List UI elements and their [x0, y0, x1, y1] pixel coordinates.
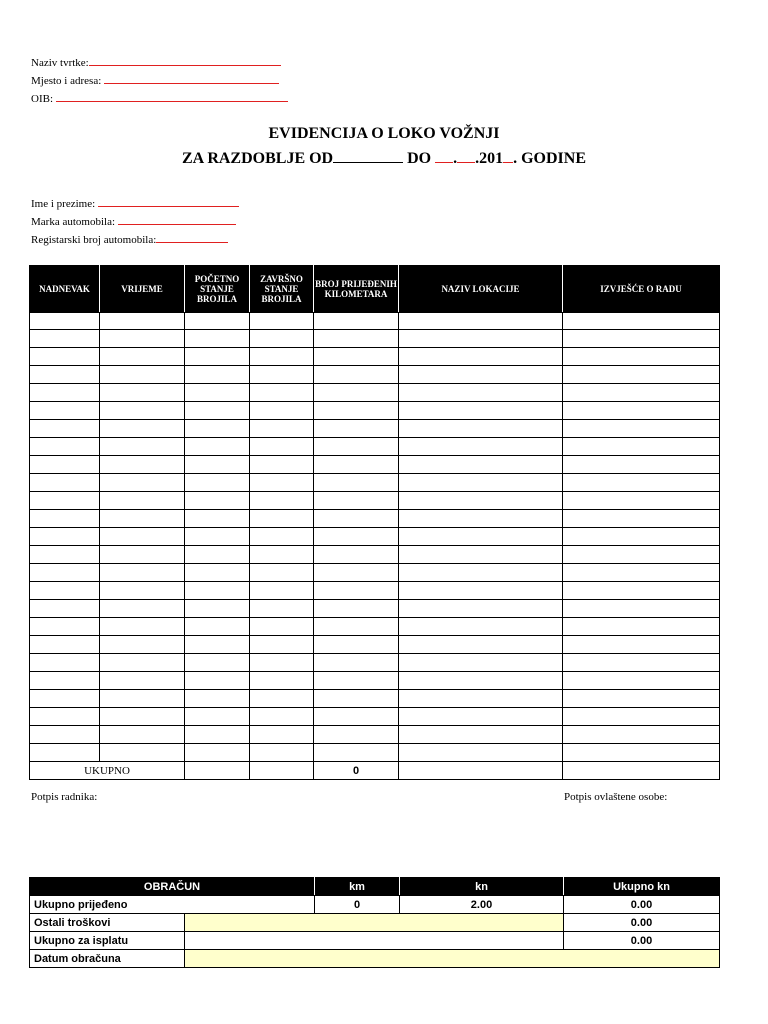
table-cell[interactable]	[250, 546, 314, 564]
table-cell[interactable]	[100, 600, 185, 618]
table-cell[interactable]	[399, 384, 563, 402]
table-cell[interactable]	[100, 654, 185, 672]
col-header-time: VRIJEME	[100, 266, 185, 313]
calc-payout-total: 0.00	[564, 932, 720, 950]
table-cell[interactable]	[250, 600, 314, 618]
table-cell[interactable]	[30, 690, 100, 708]
table-cell[interactable]	[314, 313, 399, 330]
car-reg-label: Registarski broj automobila:	[31, 234, 157, 246]
table-cell[interactable]	[250, 744, 314, 762]
table-cell[interactable]	[399, 708, 563, 726]
table-cell[interactable]	[185, 420, 250, 438]
table-cell[interactable]	[30, 438, 100, 456]
table-cell[interactable]	[314, 726, 399, 744]
table-cell[interactable]	[399, 690, 563, 708]
calc-row-other-costs	[30, 914, 720, 932]
table-cell[interactable]	[30, 456, 100, 474]
table-cell[interactable]	[30, 726, 100, 744]
table-cell[interactable]	[314, 438, 399, 456]
table-cell[interactable]	[250, 330, 314, 348]
table-row	[30, 313, 720, 330]
table-cell[interactable]	[100, 582, 185, 600]
col-header-date: NADNEVAK	[30, 266, 100, 313]
table-row	[30, 564, 720, 582]
table-cell[interactable]	[563, 636, 720, 654]
table-cell[interactable]	[563, 366, 720, 384]
table-cell[interactable]	[30, 384, 100, 402]
table-row	[30, 546, 720, 564]
total-start-cell	[185, 762, 250, 780]
worker-signature-label: Potpis radnika:	[31, 791, 98, 803]
period-year-field[interactable]	[503, 149, 513, 163]
table-cell[interactable]	[100, 474, 185, 492]
table-cell[interactable]	[250, 672, 314, 690]
table-cell[interactable]	[563, 564, 720, 582]
table-cell[interactable]	[185, 366, 250, 384]
table-row	[30, 384, 720, 402]
company-name-label: Naziv tvrtke:	[31, 57, 89, 69]
table-cell[interactable]	[30, 366, 100, 384]
other-costs-input[interactable]	[185, 914, 564, 932]
table-cell[interactable]	[563, 690, 720, 708]
calc-label-other-costs: Ostali troškovi	[30, 914, 185, 932]
driver-name-label: Ime i prezime:	[31, 198, 96, 210]
total-location-cell	[399, 762, 563, 780]
table-cell[interactable]	[563, 313, 720, 330]
table-cell[interactable]	[563, 438, 720, 456]
table-row	[30, 528, 720, 546]
table-cell[interactable]	[314, 582, 399, 600]
table-cell[interactable]	[30, 313, 100, 330]
table-cell[interactable]	[250, 438, 314, 456]
table-cell[interactable]	[30, 564, 100, 582]
table-cell[interactable]	[250, 618, 314, 636]
table-cell[interactable]	[314, 366, 399, 384]
table-cell[interactable]	[314, 744, 399, 762]
table-cell[interactable]	[563, 348, 720, 366]
table-cell[interactable]	[185, 744, 250, 762]
table-cell[interactable]	[100, 618, 185, 636]
col-header-location: NAZIV LOKACIJE	[399, 266, 563, 313]
table-cell[interactable]	[30, 402, 100, 420]
table-cell[interactable]	[100, 510, 185, 528]
calc-km-value: 0	[315, 896, 400, 914]
table-cell[interactable]	[399, 420, 563, 438]
calc-header-row	[30, 878, 720, 896]
table-cell[interactable]	[250, 582, 314, 600]
table-cell[interactable]	[314, 690, 399, 708]
table-header-row	[30, 266, 720, 313]
table-cell[interactable]	[185, 438, 250, 456]
calc-header-title: OBRAČUN	[30, 878, 315, 896]
company-name-line	[31, 55, 281, 69]
table-cell[interactable]	[399, 438, 563, 456]
table-cell[interactable]	[399, 636, 563, 654]
company-oib-line	[31, 91, 288, 105]
table-cell[interactable]	[399, 474, 563, 492]
table-cell[interactable]	[250, 528, 314, 546]
table-row	[30, 330, 720, 348]
calc-row-distance	[30, 896, 720, 914]
table-cell[interactable]	[185, 564, 250, 582]
table-cell[interactable]	[100, 348, 185, 366]
calc-kn-rate[interactable]: 2.00	[400, 896, 564, 914]
table-cell[interactable]	[314, 474, 399, 492]
table-cell[interactable]	[100, 528, 185, 546]
calc-header-km: km	[315, 878, 400, 896]
calculation-table	[29, 877, 720, 968]
table-cell[interactable]	[563, 582, 720, 600]
table-cell[interactable]	[250, 708, 314, 726]
table-cell[interactable]	[30, 600, 100, 618]
table-cell[interactable]	[185, 636, 250, 654]
table-cell[interactable]	[563, 456, 720, 474]
table-cell[interactable]	[399, 366, 563, 384]
table-cell[interactable]	[185, 672, 250, 690]
table-cell[interactable]	[563, 618, 720, 636]
table-cell[interactable]	[250, 564, 314, 582]
table-cell[interactable]	[563, 492, 720, 510]
table-row	[30, 474, 720, 492]
table-cell[interactable]	[185, 402, 250, 420]
table-row	[30, 402, 720, 420]
table-row	[30, 600, 720, 618]
table-cell[interactable]	[399, 582, 563, 600]
calc-row-payout	[30, 932, 720, 950]
table-cell[interactable]	[30, 618, 100, 636]
table-cell[interactable]	[30, 492, 100, 510]
table-cell[interactable]	[100, 726, 185, 744]
table-cell[interactable]	[314, 654, 399, 672]
table-cell[interactable]	[30, 708, 100, 726]
table-cell[interactable]	[30, 582, 100, 600]
table-cell[interactable]	[563, 546, 720, 564]
table-cell[interactable]	[185, 618, 250, 636]
calc-date-input[interactable]	[185, 950, 720, 968]
travel-log-table	[29, 265, 720, 780]
calc-label-date: Datum obračuna	[30, 950, 185, 968]
page-title: EVIDENCIJA O LOKO VOŽNJI	[268, 125, 500, 142]
calc-distance-total: 0.00	[564, 896, 720, 914]
table-cell[interactable]	[250, 654, 314, 672]
total-km-value: 0	[314, 762, 399, 780]
calc-other-costs-total: 0.00	[564, 914, 720, 932]
table-cell[interactable]	[30, 654, 100, 672]
total-label: UKUPNO	[30, 762, 185, 780]
table-cell[interactable]	[100, 330, 185, 348]
table-cell[interactable]	[100, 636, 185, 654]
table-cell[interactable]	[250, 313, 314, 330]
table-cell[interactable]	[100, 420, 185, 438]
period-title: ZA RAZDOBLJE OD DO . .201 . GODINE	[181, 150, 587, 167]
table-row	[30, 708, 720, 726]
table-cell[interactable]	[185, 528, 250, 546]
calc-header-total: Ukupno kn	[564, 878, 720, 896]
table-cell[interactable]	[185, 510, 250, 528]
table-cell[interactable]	[30, 546, 100, 564]
table-cell[interactable]	[100, 690, 185, 708]
car-reg-line	[31, 232, 228, 246]
table-cell[interactable]	[563, 510, 720, 528]
company-oib-field[interactable]	[56, 91, 288, 102]
table-cell[interactable]	[563, 330, 720, 348]
table-cell[interactable]	[399, 654, 563, 672]
table-cell[interactable]	[185, 492, 250, 510]
table-cell[interactable]	[563, 528, 720, 546]
table-row	[30, 420, 720, 438]
table-cell[interactable]	[314, 492, 399, 510]
calc-payout-spacer	[185, 932, 564, 950]
car-make-line	[31, 214, 236, 228]
table-cell[interactable]	[314, 672, 399, 690]
table-cell[interactable]	[563, 708, 720, 726]
company-oib-label: OIB:	[31, 93, 53, 105]
period-from-field[interactable]	[333, 149, 403, 163]
table-cell[interactable]	[30, 672, 100, 690]
table-cell[interactable]	[314, 420, 399, 438]
calc-row-date	[30, 950, 720, 968]
table-cell[interactable]	[100, 402, 185, 420]
table-cell[interactable]	[250, 420, 314, 438]
table-cell[interactable]	[314, 708, 399, 726]
table-cell[interactable]	[399, 528, 563, 546]
table-cell[interactable]	[399, 726, 563, 744]
table-cell[interactable]	[30, 636, 100, 654]
table-cell[interactable]	[185, 546, 250, 564]
table-cell[interactable]	[399, 618, 563, 636]
table-cell[interactable]	[30, 744, 100, 762]
table-cell[interactable]	[185, 600, 250, 618]
table-cell[interactable]	[250, 348, 314, 366]
table-cell[interactable]	[100, 438, 185, 456]
col-header-end-odometer: ZAVRŠNO STANJE BROJILA	[250, 266, 314, 313]
col-header-km-driven: BROJ PRIJEĐENIH KILOMETARA	[314, 266, 399, 313]
table-cell[interactable]	[250, 384, 314, 402]
driver-name-line	[31, 196, 239, 210]
company-name-field[interactable]	[89, 55, 281, 66]
table-cell[interactable]	[100, 672, 185, 690]
table-cell[interactable]	[250, 366, 314, 384]
table-cell[interactable]	[314, 510, 399, 528]
table-cell[interactable]	[563, 726, 720, 744]
table-cell[interactable]	[399, 402, 563, 420]
table-cell[interactable]	[100, 313, 185, 330]
company-address-label: Mjesto i adresa:	[31, 75, 102, 87]
table-row	[30, 726, 720, 744]
table-cell[interactable]	[314, 600, 399, 618]
table-cell[interactable]	[185, 582, 250, 600]
table-row	[30, 366, 720, 384]
total-end-cell	[250, 762, 314, 780]
table-cell[interactable]	[30, 510, 100, 528]
table-row	[30, 438, 720, 456]
authorized-signature-label: Potpis ovlaštene osobe:	[564, 791, 668, 803]
table-cell[interactable]	[314, 546, 399, 564]
table-cell[interactable]	[30, 348, 100, 366]
table-cell[interactable]	[250, 456, 314, 474]
table-cell[interactable]	[399, 564, 563, 582]
table-cell[interactable]	[250, 726, 314, 744]
table-row	[30, 672, 720, 690]
car-reg-field[interactable]	[156, 232, 228, 243]
table-cell[interactable]	[30, 330, 100, 348]
table-cell[interactable]	[563, 420, 720, 438]
car-make-field[interactable]	[118, 214, 236, 225]
table-cell[interactable]	[563, 654, 720, 672]
table-row	[30, 618, 720, 636]
table-cell[interactable]	[399, 744, 563, 762]
table-cell[interactable]	[250, 510, 314, 528]
table-cell[interactable]	[185, 726, 250, 744]
table-cell[interactable]	[185, 330, 250, 348]
table-cell[interactable]	[314, 636, 399, 654]
table-cell[interactable]	[185, 474, 250, 492]
table-cell[interactable]	[100, 708, 185, 726]
calc-label-distance: Ukupno prijeđeno	[30, 896, 315, 914]
car-make-label: Marka automobila:	[31, 216, 116, 228]
table-cell[interactable]	[314, 402, 399, 420]
table-cell[interactable]	[314, 564, 399, 582]
table-cell[interactable]	[314, 618, 399, 636]
table-cell[interactable]	[563, 474, 720, 492]
table-cell[interactable]	[399, 492, 563, 510]
table-cell[interactable]	[100, 744, 185, 762]
table-cell[interactable]	[399, 672, 563, 690]
calc-label-payout: Ukupno za isplatu	[30, 932, 185, 950]
table-cell[interactable]	[314, 528, 399, 546]
col-header-report: IZVJEŠĆE O RADU	[563, 266, 720, 313]
table-cell[interactable]	[30, 528, 100, 546]
company-address-line	[31, 73, 279, 87]
table-cell[interactable]	[100, 546, 185, 564]
period-month-field[interactable]	[457, 149, 475, 163]
table-row	[30, 636, 720, 654]
table-row	[30, 492, 720, 510]
period-day-field[interactable]	[435, 149, 453, 163]
table-cell[interactable]	[399, 348, 563, 366]
table-cell[interactable]	[100, 564, 185, 582]
table-cell[interactable]	[100, 366, 185, 384]
table-row	[30, 654, 720, 672]
table-cell[interactable]	[314, 456, 399, 474]
table-row	[30, 510, 720, 528]
driver-name-field[interactable]	[98, 196, 239, 207]
table-cell[interactable]	[399, 510, 563, 528]
calc-header-kn: kn	[400, 878, 564, 896]
table-cell[interactable]	[399, 456, 563, 474]
table-cell[interactable]	[30, 474, 100, 492]
table-cell[interactable]	[100, 492, 185, 510]
table-cell[interactable]	[314, 330, 399, 348]
table-cell[interactable]	[563, 402, 720, 420]
table-cell[interactable]	[250, 690, 314, 708]
table-cell[interactable]	[399, 546, 563, 564]
table-cell[interactable]	[250, 636, 314, 654]
table-cell[interactable]	[399, 313, 563, 330]
table-cell[interactable]	[185, 348, 250, 366]
col-header-start-odometer: POČETNO STANJE BROJILA	[185, 266, 250, 313]
table-row	[30, 348, 720, 366]
table-cell[interactable]	[185, 690, 250, 708]
table-cell[interactable]	[563, 384, 720, 402]
total-row	[30, 762, 720, 780]
table-cell[interactable]	[100, 384, 185, 402]
table-cell[interactable]	[100, 456, 185, 474]
table-cell[interactable]	[185, 654, 250, 672]
table-cell[interactable]	[314, 348, 399, 366]
company-address-field[interactable]	[104, 73, 279, 84]
table-row	[30, 456, 720, 474]
table-cell[interactable]	[563, 672, 720, 690]
table-cell[interactable]	[250, 474, 314, 492]
table-cell[interactable]	[185, 313, 250, 330]
table-row	[30, 582, 720, 600]
table-cell[interactable]	[30, 420, 100, 438]
table-cell[interactable]	[399, 600, 563, 618]
table-row	[30, 690, 720, 708]
table-row	[30, 744, 720, 762]
table-cell[interactable]	[250, 402, 314, 420]
table-cell[interactable]	[563, 744, 720, 762]
table-cell[interactable]	[399, 330, 563, 348]
total-report-cell	[563, 762, 720, 780]
table-cell[interactable]	[185, 384, 250, 402]
table-cell[interactable]	[250, 492, 314, 510]
table-cell[interactable]	[563, 600, 720, 618]
table-cell[interactable]	[185, 456, 250, 474]
table-cell[interactable]	[314, 384, 399, 402]
table-cell[interactable]	[185, 708, 250, 726]
